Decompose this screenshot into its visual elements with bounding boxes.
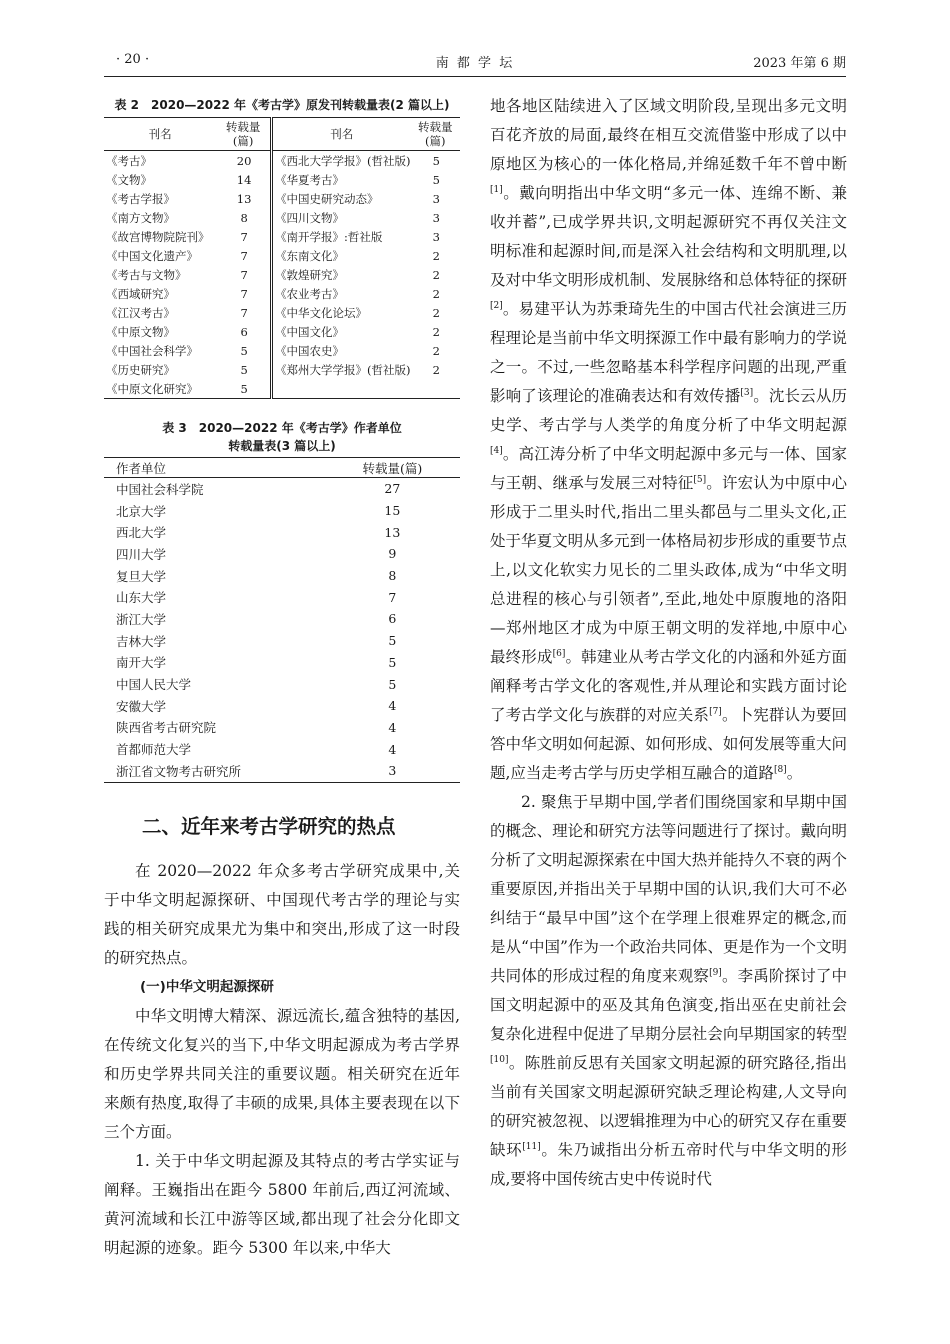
table3-caption-line2: 转载量表(3 篇以上) xyxy=(228,439,336,453)
table3-col-count: 转载量(篇) xyxy=(325,458,460,478)
table2-row xyxy=(104,284,460,303)
text-segment: 2. 聚焦于早期中国,学者们围绕国家和早期中国的概念、理论和研究方法等问题进行了探讨。戴向明分析了文明起源探索在中国大热并能持久不衰的两个重要原因,并指出关于早期中国的认识,我们大可不必纠结于“最早中国”这个在学理上很难界定的概念,而是从“中国”作为一个政治共同体、更是作为一个文明共同体的形成过程的角度来观察 xyxy=(490,793,847,985)
table3 xyxy=(104,457,460,783)
text-segment: 。 xyxy=(786,764,803,782)
paragraph-1-start: 1. 关于中华文明起源及其特点的考古学实证与阐释。王巍指出在距今 5800 年前后,西辽河流域、黄河流域和长江中游等区域,都出现了社会分化即文明起源的迹象。距今 5300 年以来,中华大 xyxy=(104,1151,460,1257)
table2-row xyxy=(104,303,460,322)
table3-row xyxy=(104,695,460,717)
table3-row xyxy=(104,760,460,782)
table2-row xyxy=(104,170,460,189)
table2-row xyxy=(104,265,460,284)
table2-row xyxy=(104,189,460,208)
table2-row xyxy=(104,341,460,360)
table3-row xyxy=(104,586,460,608)
text-segment: 。易建平认为苏秉琦先生的中国古代社会演进三历程理论是当前中华文明探源工作中最有影响力的学说之一。不过,一些忽略基本科学程序问题的出现,严重影响了该理论的准确表达和有效传播 xyxy=(490,300,847,405)
issue-label: 2023 年第 6 期 xyxy=(753,56,846,71)
journal-name-cell: 《中华文化论坛》 xyxy=(275,305,368,320)
journal-name-cell: 《南开学报》:哲社版 xyxy=(275,229,383,244)
reprint-count-cell: 2 xyxy=(432,324,440,339)
reprint-count-cell: 3 xyxy=(432,210,440,225)
citation-ref: [10] xyxy=(490,1054,509,1065)
journal-name-cell: 《中原文化研究》 xyxy=(106,381,198,396)
journal-name-cell: 《郑州大学学报》(哲社版) xyxy=(275,362,411,377)
journal-name-cell: 《中国文化遗产》 xyxy=(106,248,198,263)
table3-body xyxy=(104,478,460,783)
citation-ref: [3] xyxy=(740,387,754,398)
table2-body xyxy=(104,151,460,399)
text-segment: 。韩建业从考古学文化的内涵和外延方面阐释考古学文化的客观性,并从理论和实践方面讨论了考古学文化与族群的对应关系 xyxy=(490,648,847,724)
page-number: · 20 · xyxy=(116,52,150,67)
journal-name-cell: 《西域研究》 xyxy=(106,286,175,301)
reprint-count-cell: 4 xyxy=(388,741,397,757)
table3-row xyxy=(104,543,460,565)
table3-row xyxy=(104,500,460,522)
reprint-count-cell: 14 xyxy=(216,170,271,189)
table2 xyxy=(104,117,460,399)
journal-name-cell: 《江汉考古》 xyxy=(106,305,175,320)
reprint-count-cell: 3 xyxy=(432,191,440,206)
journal-title: 南 都 学 坛 xyxy=(435,56,515,71)
reprint-count-cell: 7 xyxy=(216,227,271,246)
table2-row xyxy=(104,379,460,399)
right-column xyxy=(490,92,847,1194)
author-unit-cell: 北京大学 xyxy=(116,503,167,519)
table2-row xyxy=(104,246,460,265)
text-segment: 。朱乃诚指出分析五帝时代与中华文明的形成,要将中国传统古史中传说时代 xyxy=(490,1141,847,1188)
table2-caption: 表 2 2020—2022 年《考古学》原发刊转载量表(2 篇以上) xyxy=(114,98,450,112)
reprint-count-cell: 5 xyxy=(216,360,271,379)
journal-name-cell: 《南方文物》 xyxy=(106,210,175,225)
journal-name-cell: 《中国史研究动态》 xyxy=(275,191,379,206)
author-unit-cell: 南开大学 xyxy=(116,655,167,671)
author-unit-cell: 四川大学 xyxy=(116,546,167,562)
table3-col-unit: 作者单位 xyxy=(104,458,325,478)
table2-row xyxy=(104,151,460,171)
paragraph-2 xyxy=(490,788,847,1194)
section-heading: 二、近年来考古学研究的热点 xyxy=(142,814,396,838)
reprint-count-cell: 6 xyxy=(216,322,271,341)
intro-paragraph: 在 2020—2022 年众多考古学研究成果中,关于中华文明起源探研、中国现代考古学的理论与实践的相关研究成果尤为集中和突出,形成了这一时段的研究热点。 xyxy=(104,861,460,967)
journal-name-cell: 《农业考古》 xyxy=(275,286,345,301)
reprint-count-cell: 2 xyxy=(432,286,440,301)
citation-ref: [1] xyxy=(490,184,503,195)
reprint-count-cell: 13 xyxy=(384,524,401,540)
journal-name-cell: 《西北大学学报》(哲社版) xyxy=(275,153,411,168)
reprint-count-cell: 2 xyxy=(432,248,440,263)
reprint-count-cell: 2 xyxy=(432,362,440,377)
reprint-count-cell: 9 xyxy=(388,546,397,562)
text-segment: 。卜宪群认为要回答中华文明如何起源、如何形成、如何发展等重大问题,应当走考古学与历史学相互融合的道路 xyxy=(490,706,847,782)
author-unit-cell: 西北大学 xyxy=(116,525,167,541)
journal-name-cell: 《中国农史》 xyxy=(275,343,345,358)
author-unit-cell: 山东大学 xyxy=(116,590,167,606)
reprint-count-cell: 27 xyxy=(384,481,401,497)
table3-row xyxy=(104,565,460,587)
reprint-count-cell: 8 xyxy=(216,208,271,227)
journal-name-cell: 《考古与文物》 xyxy=(106,267,187,282)
table3-caption-line1: 表 3 2020—2022 年《考古学》作者单位 xyxy=(162,421,402,435)
table3-row xyxy=(104,521,460,543)
table3-header-row xyxy=(104,458,460,478)
journal-name-cell: 《中国文化》 xyxy=(275,324,345,339)
author-unit-cell: 吉林大学 xyxy=(116,633,167,649)
table3-row xyxy=(104,478,460,500)
table3-row xyxy=(104,717,460,739)
journal-name-cell: 《考古学报》 xyxy=(106,191,175,206)
reprint-count-cell xyxy=(411,379,460,399)
table3-row xyxy=(104,608,460,630)
reprint-count-cell: 5 xyxy=(432,172,440,187)
table2-col-count-right: 转载量 (篇) xyxy=(411,118,460,151)
journal-name-cell xyxy=(272,379,411,399)
table3-row xyxy=(104,630,460,652)
table2-row xyxy=(104,208,460,227)
author-unit-cell: 中国人民大学 xyxy=(116,677,192,693)
reprint-count-cell: 7 xyxy=(216,265,271,284)
citation-ref: [7] xyxy=(709,706,722,717)
citation-ref: [8] xyxy=(773,764,787,775)
author-unit-cell: 陕西省考古研究院 xyxy=(116,720,217,736)
journal-name-cell: 《历史研究》 xyxy=(106,362,175,377)
author-unit-cell: 中国社会科学院 xyxy=(116,481,204,497)
text-segment: 。戴向明指出中华文明“多元一体、连绵不断、兼收并蓄”,已成学界共识,文明起源研究不再仅关注文明标准和起源时间,而是深入社会结构和文明肌理,以及对中华文明形成机制、发展脉络和总体特征的探研 xyxy=(490,184,847,289)
author-unit-cell: 浙江大学 xyxy=(116,611,167,627)
left-column xyxy=(104,96,460,1263)
table2-col-name: 刊名 xyxy=(104,118,216,151)
table2-col-count: 转载量 (篇) xyxy=(216,118,271,151)
reprint-count-cell: 3 xyxy=(388,763,397,779)
author-unit-cell: 浙江省文物考古研究所 xyxy=(116,763,242,779)
reprint-count-cell: 7 xyxy=(216,246,271,265)
reprint-count-cell: 5 xyxy=(388,633,397,649)
journal-name-cell: 《故宫博物院院刊》 xyxy=(106,229,210,244)
text-segment: 。许宏认为中原中心形成于二里头时代,指出二里头都邑与二里头文化,正处于华夏文明从多元到一体格局初步形成的重要节点上,以文化软实力见长的二里头政体,成为“中华文明总进程的核心与引领者”,至此,地处中原腹地的洛阳—郑州地区才成为中原王朝文明的发祥地,中原中心最终形成 xyxy=(490,474,847,666)
table2-row xyxy=(104,322,460,341)
citation-ref: [9] xyxy=(709,967,722,978)
author-unit-cell: 安徽大学 xyxy=(116,698,167,714)
author-unit-cell: 首都师范大学 xyxy=(116,742,192,758)
journal-name-cell: 《敦煌研究》 xyxy=(275,267,345,282)
citation-ref: [11] xyxy=(522,1141,541,1152)
paragraph-1-continued xyxy=(490,92,847,788)
citation-ref: [6] xyxy=(552,648,566,659)
text-segment: 。高江涛分析了中华文明起源中多元与一体、国家与王朝、继承与发展三对特征 xyxy=(490,445,847,492)
reprint-count-cell: 15 xyxy=(384,503,401,519)
reprint-count-cell: 5 xyxy=(216,379,271,399)
reprint-count-cell: 2 xyxy=(432,267,440,282)
table2-row xyxy=(104,360,460,379)
text-segment: 。陈胜前反思有关国家文明起源的研究路径,指出当前有关国家文明起源研究缺乏理论构建,人文导向的研究被忽视、以逻辑推理为中心的研究又存在重要缺环 xyxy=(490,1054,847,1159)
journal-name-cell: 《东南文化》 xyxy=(275,248,345,263)
reprint-count-cell: 13 xyxy=(216,189,271,208)
text-segment: 。沈长云从历史学、考古学与人类学的角度分析了中华文明起源 xyxy=(490,387,847,434)
journal-name-cell: 《四川文物》 xyxy=(275,210,345,225)
reprint-count-cell: 7 xyxy=(216,284,271,303)
reprint-count-cell: 4 xyxy=(388,719,397,735)
journal-name-cell: 《考古》 xyxy=(106,153,152,168)
reprint-count-cell: 6 xyxy=(388,611,397,627)
author-unit-cell: 复旦大学 xyxy=(116,568,167,584)
table2-header-row xyxy=(104,118,460,151)
table2-row xyxy=(104,227,460,246)
citation-ref: [5] xyxy=(693,474,707,485)
reprint-count-cell: 7 xyxy=(216,303,271,322)
journal-name-cell: 《中国社会科学》 xyxy=(106,343,198,358)
text-segment: 地各地区陆续进入了区域文明阶段,呈现出多元文明百花齐放的局面,最终在相互交流借鉴中形成了以中原地区为核心的一体化格局,并绵延数千年不曾中断 xyxy=(490,97,847,173)
reprint-count-cell: 5 xyxy=(388,676,397,692)
reprint-count-cell: 3 xyxy=(432,229,440,244)
reprint-count-cell: 20 xyxy=(216,151,271,171)
journal-name-cell: 《文物》 xyxy=(106,172,152,187)
citation-ref: [2] xyxy=(490,300,503,311)
reprint-count-cell: 5 xyxy=(388,654,397,670)
header-rule xyxy=(104,76,846,77)
citation-ref: [4] xyxy=(490,445,503,456)
journal-name-cell: 《中原文物》 xyxy=(106,324,175,339)
reprint-count-cell: 5 xyxy=(216,341,271,360)
journal-name-cell: 《华夏考古》 xyxy=(275,172,345,187)
reprint-count-cell: 4 xyxy=(388,698,397,714)
subsection-heading: (一)中华文明起源探研 xyxy=(140,978,274,995)
text-segment: 。李禹阶探讨了中国文明起源中的巫及其角色演变,指出巫在史前社会复杂化进程中促进了早期分层社会向早期国家的转型 xyxy=(490,967,847,1043)
table3-row xyxy=(104,652,460,674)
table3-row xyxy=(104,738,460,760)
reprint-count-cell: 2 xyxy=(432,305,440,320)
reprint-count-cell: 8 xyxy=(388,568,397,584)
reprint-count-cell: 2 xyxy=(432,343,440,358)
table3-row xyxy=(104,673,460,695)
reprint-count-cell: 5 xyxy=(432,153,440,168)
table2-col-name-right: 刊名 xyxy=(272,118,411,151)
reprint-count-cell: 7 xyxy=(388,589,397,605)
overview-paragraph: 中华文明博大精深、源远流长,蕴含独特的基因,在传统文化复兴的当下,中华文明起源成为考古学界和历史学界共同关注的重要议题。相关研究在近年来颇有热度,取得了丰硕的成果,具体主要表现在以下三个方面。 xyxy=(104,1006,460,1141)
